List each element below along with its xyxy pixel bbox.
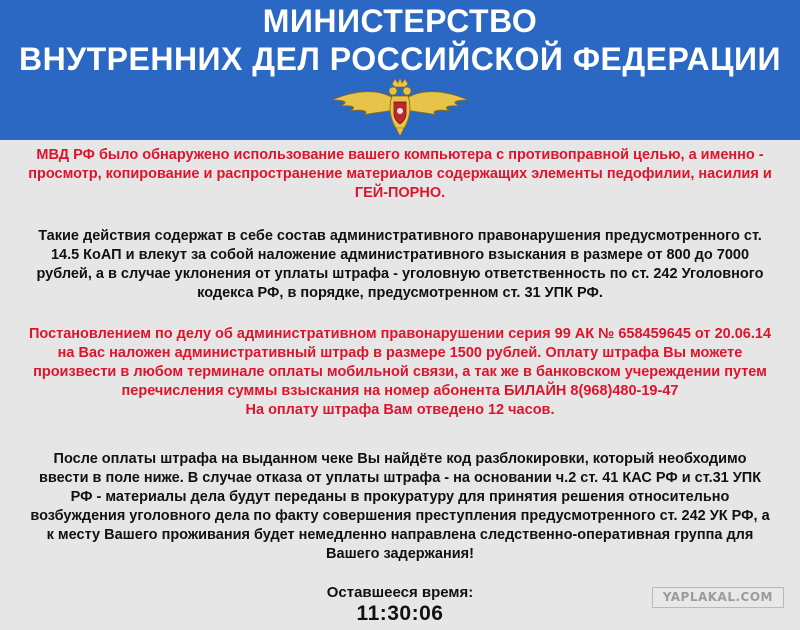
countdown-timer: 11:30:06 [356, 602, 444, 625]
text-line: к месту Вашего проживания будет немедленно направлена следственно-оперативная группа для [46, 527, 754, 543]
text-line: Такие действия содержат в себе состав административного правонарушения предусмотренного ст. [38, 228, 762, 244]
legal-consequences [10, 227, 790, 303]
text-line: После оплаты штрафа на выданном чеке Вы найдёте код разблокировки, который необходимо [53, 451, 747, 467]
double-headed-eagle-icon [330, 78, 470, 138]
text-line: просмотр, копирование и распространение материалов содержащих элементы педофилии, насилия и [28, 166, 772, 182]
site-watermark: YAPLAKAL.COM [652, 587, 784, 608]
text-line: возбуждения уголовного дела по факту совершения преступления предусмотренного ст. 242 УК РФ, а [30, 508, 770, 524]
text-line: МВД РФ было обнаружено использование вашего компьютера с противоправной целью, а именно - [36, 147, 764, 163]
text-line: РФ - материалы дела будут переданы в прокуратуру для принятия решения относительно [70, 489, 730, 505]
text-line: произвести в любом терминале оплаты мобильной связи, а так же в банковском учереждении путем [33, 364, 767, 380]
text-line: ввести в поле ниже. В случае отказа от уплаты штрафа - на основании ч.2 ст. 41 КАС РФ и ст.31 УПК [38, 470, 762, 486]
text-line: рублей, а в случае уклонения от уплаты штрафа - уголовную ответственность по ст. 242 Уголовного [36, 266, 764, 282]
header-title-line2: ВНУТРЕННИХ ДЕЛ РОССИЙСКОЙ ФЕДЕРАЦИИ [18, 41, 782, 77]
text-line: Постановлением по делу об административном правонарушении серия 99 АК № 658459645 от 20.06.14 [28, 326, 772, 342]
text-line: перечисления суммы взыскания на номер абонента БИЛАЙН 8(968)480-19-47 [121, 383, 679, 399]
unlock-instructions [10, 450, 790, 564]
header-title-line1: МИНИСТЕРСТВО [262, 3, 538, 39]
ministry-header [0, 0, 800, 140]
text-line: На оплату штрафа Вам отведено 12 часов. [245, 402, 555, 418]
text-line: на Вас наложен административный штраф в размере 1500 рублей. Оплату штрафа Вы можете [57, 345, 743, 361]
text-line: Вашего задержания! [326, 546, 474, 562]
time-remaining-label: Оставшееся время: [326, 584, 474, 601]
text-line: ГЕЙ-ПОРНО. [354, 185, 446, 201]
text-line: кодекса РФ, в порядке, предусмотренном ст. 31 УПК РФ. [197, 285, 603, 301]
fine-notice [10, 325, 790, 420]
text-line: 14.5 КоАП и влекут за собой наложение административного взыскания в размере от 800 до 7000 [50, 247, 750, 263]
violation-notice [10, 146, 790, 203]
